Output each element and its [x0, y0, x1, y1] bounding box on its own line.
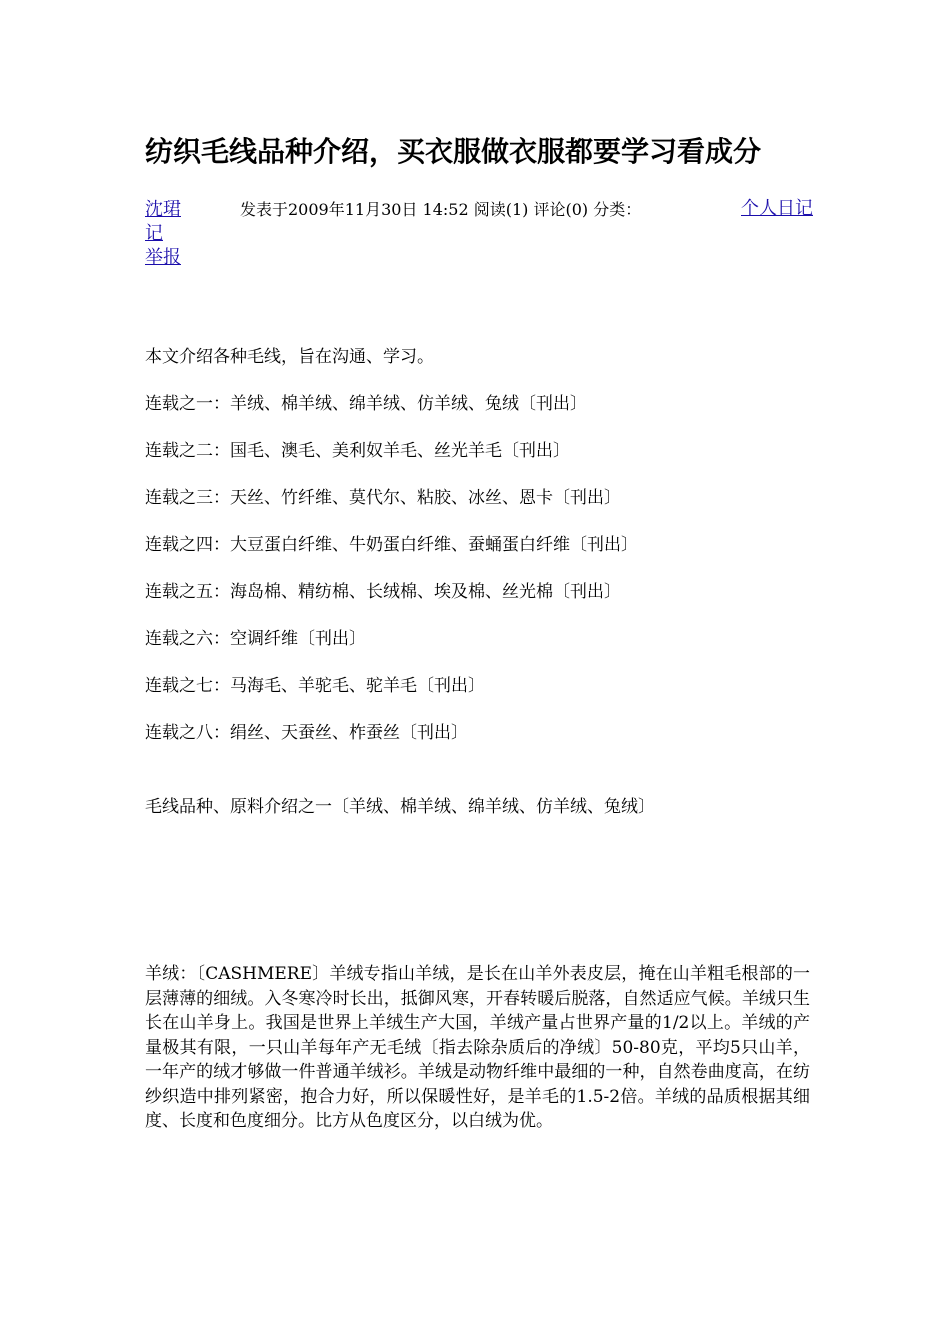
series-item: 连载之一：羊绒、棉羊绒、绵羊绒、仿羊绒、兔绒〔刊出〕 — [145, 394, 587, 414]
post-meta: 发表于2009年11月30日 14:52 阅读(1) 评论(0) 分类： — [240, 200, 642, 219]
series-item: 连载之四：大豆蛋白纤维、牛奶蛋白纤维、蚕蛹蛋白纤维〔刊出〕 — [145, 535, 638, 555]
report-block — [145, 246, 181, 270]
series-item: 连载之二：国毛、澳毛、美利奴羊毛、丝光羊毛〔刊出〕 — [145, 441, 570, 461]
intro-text: 本文介绍各种毛线，旨在沟通、学习。 — [145, 347, 434, 367]
section-heading: 毛线品种、原料介绍之一〔羊绒、棉羊绒、绵羊绒、仿羊绒、兔绒〕 — [145, 797, 655, 817]
series-list — [145, 392, 638, 768]
category-link[interactable]: 个人日记 — [741, 198, 813, 219]
series-item: 连载之三：天丝、竹纤维、莫代尔、粘胶、冰丝、恩卡〔刊出〕 — [145, 488, 621, 508]
author-block — [145, 198, 187, 246]
report-link[interactable]: 举报 — [145, 247, 181, 268]
series-item: 连载之七：马海毛、羊驼毛、驼羊毛〔刊出〕 — [145, 676, 485, 696]
category-block — [741, 197, 813, 221]
body-paragraph: 羊绒：〔CASHMERE〕羊绒专指山羊绒，是长在山羊外表皮层，掩在山羊粗毛根部的一层薄薄的细绒。入冬寒冷时长出，抵御风寒，开春转暖后脱落，自然适应气候。羊绒只生长在山羊身上。我国是世界上羊绒生产大国，羊绒产量占世界产量的1/2以上。羊绒的产量极其有限，一只山羊每年产无毛绒〔指去除杂质后的净绒〕50-80克，平均5只山羊，一年产的绒才够做一件普通羊绒衫。羊绒是动物纤维中最细的一种，自然卷曲度高，在纺纱织造中排列紧密，抱合力好，所以保暖性好，是羊毛的1.5-2倍。羊绒的品质根据其细度、长度和色度细分。比方从色度区分，以白绒为优。 — [145, 964, 810, 1131]
series-item: 连载之五：海岛棉、精纺棉、长绒棉、埃及棉、丝光棉〔刊出〕 — [145, 582, 621, 602]
article-title: 纺织毛线品种介绍，买衣服做衣服都要学习看成分 — [145, 135, 762, 168]
author-link[interactable]: 沈珺记 — [145, 199, 181, 244]
series-item: 连载之六：空调纤维〔刊出〕 — [145, 629, 366, 649]
series-item: 连载之八：绢丝、天蚕丝、柞蚕丝〔刊出〕 — [145, 723, 468, 743]
